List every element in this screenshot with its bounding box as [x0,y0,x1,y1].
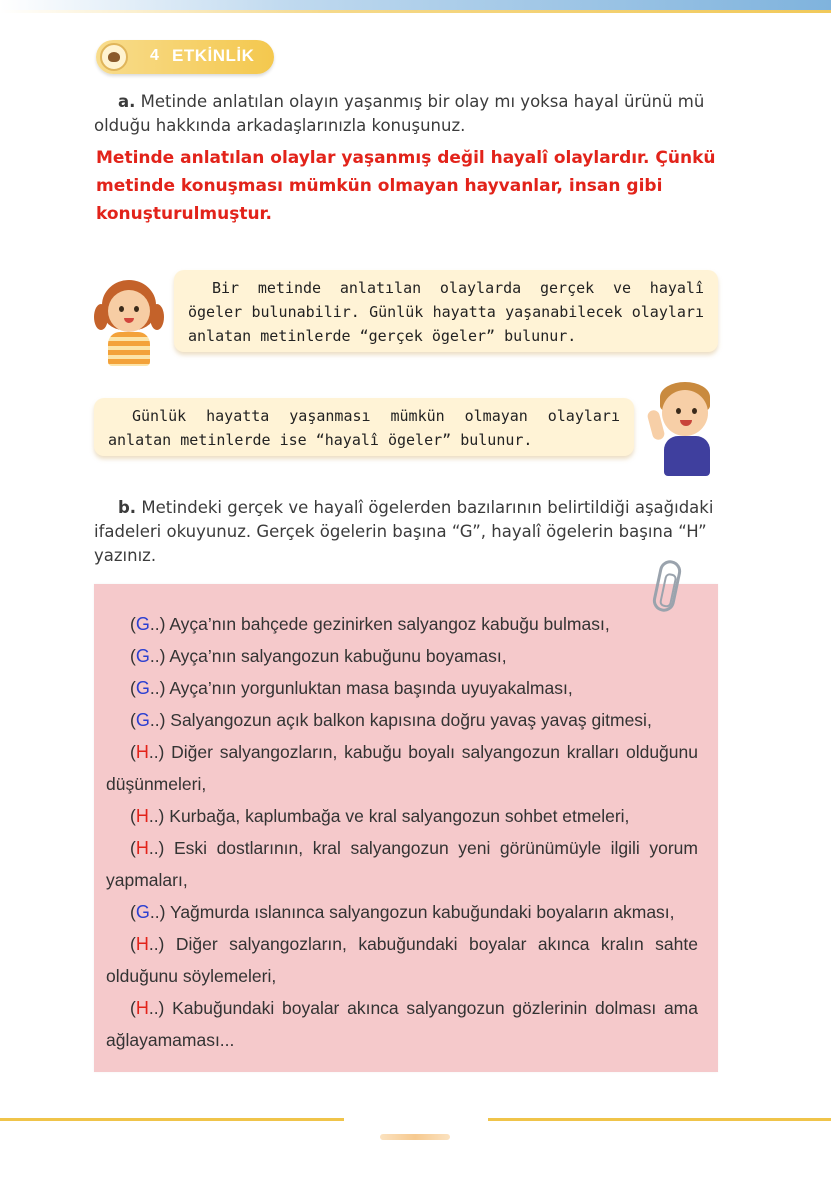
statement-text: Kurbağa, kaplumbağa ve kral salyangozun sohbet etmeleri, [169,806,630,826]
girl-illustration [94,280,164,370]
list-item [106,928,698,992]
answer-slot[interactable]: (H..) [130,806,165,826]
snail-icon [100,43,128,71]
answer-mark: H [135,998,149,1018]
list-item [106,896,698,928]
list-item [106,672,698,704]
part-a-text: Metinde anlatılan olayın yaşanmış bir olay mı yoksa hayal ürünü mü olduğu hakkında arkadaşlarınızla konuşunuz. [94,92,705,135]
part-a-answer: Metinde anlatılan olaylar yaşanmış değil hayalî olaylardır. Çünkü metinde konuşması mümkün olmayan hayvanlar, insan gibi konuşturulmuştur. [96,148,716,224]
answer-mark: H [135,806,149,826]
statement-text: Diğer salyangozların, kabuğundaki boyalar akınca kralın sahte olduğunu söylemeleri, [106,934,698,986]
answer-slot[interactable]: (H..) [130,742,165,762]
answer-mark: H [135,934,149,954]
statements-list [106,608,698,1056]
part-b-label: b. [118,498,137,517]
answer-slot[interactable]: (G..) [130,710,166,730]
statement-text: Ayça’nın yorgunluktan masa başında uyuyakalması, [169,678,573,698]
answer-slot[interactable]: (G..) [130,902,166,922]
statement-text: Ayça’nın salyangozun kabuğunu boyaması, [169,646,507,666]
list-item [106,640,698,672]
answer-slot[interactable]: (H..) [130,934,165,954]
answer-mark: G [135,678,150,698]
list-item [106,704,698,736]
answer-slot[interactable]: (H..) [130,998,165,1018]
boy-illustration [650,380,720,480]
answer-slot[interactable]: (G..) [130,614,166,634]
answer-mark: H [135,838,149,858]
answer-mark: G [135,646,150,666]
statement-text: Kabuğundaki boyalar akınca salyangozun gözlerinin dolması ama ağlayamaması... [106,998,698,1050]
statement-text: Diğer salyangozların, kabuğu boyalı salyangozun kralları olduğunu düşünmeleri, [106,742,698,794]
list-item [106,832,698,896]
statement-text: Eski dostlarının, kral salyangozun yeni görünümüyle ilgili yorum yapmaları, [106,838,698,890]
answer-slot[interactable]: (H..) [130,838,165,858]
list-item [106,800,698,832]
list-item [106,736,698,800]
top-decor-stripe [0,10,831,13]
boy-speech-text: Günlük hayatta yaşanması mümkün olmayan olayları anlatan metinlerde ise “hayalî ögeler” bulunur. [108,407,620,449]
statement-text: Yağmurda ıslanınca salyangozun kabuğundaki boyaların akması, [169,902,675,922]
statement-text: Salyangozun açık balkon kapısına doğru yavaş yavaş gitmesi, [170,710,652,730]
top-decor-bar [0,0,831,10]
list-item [106,608,698,640]
answer-mark: G [135,710,150,730]
part-a-label: a. [118,92,136,111]
list-item [106,992,698,1056]
answer-mark: H [135,742,149,762]
answer-mark: G [135,614,150,634]
answer-mark: G [135,902,150,922]
part-b-text: Metindeki gerçek ve hayalî ögelerden bazılarının belirtildiği aşağıdaki ifadeleri okuyunuz. Gerçek ögelerin başına “G”, hayalî ögelerin başına “H” yazınız. [94,498,714,565]
activity-title: ETKİNLİK [172,46,255,65]
activity-number: 4 [150,47,159,64]
answer-slot[interactable]: (G..) [130,646,166,666]
statement-text: Ayça’nın bahçede gezinirken salyangoz kabuğu bulması, [169,614,610,634]
footer-line-left [0,1118,344,1121]
answer-slot[interactable]: (G..) [130,678,166,698]
part-b-instruction [94,496,734,568]
girl-speech-text: Bir metinde anlatılan olaylarda gerçek ve hayalî ögeler bulunabilir. Günlük hayatta yaşanabilecek olayları anlatan metinlerde “gerçek ögeler” bulunur. [188,279,704,345]
boy-speech-bubble [94,398,634,456]
girl-speech-bubble [174,270,718,352]
footer-decor [380,1134,450,1140]
part-a-question [94,90,734,138]
footer-line-right [488,1118,831,1121]
